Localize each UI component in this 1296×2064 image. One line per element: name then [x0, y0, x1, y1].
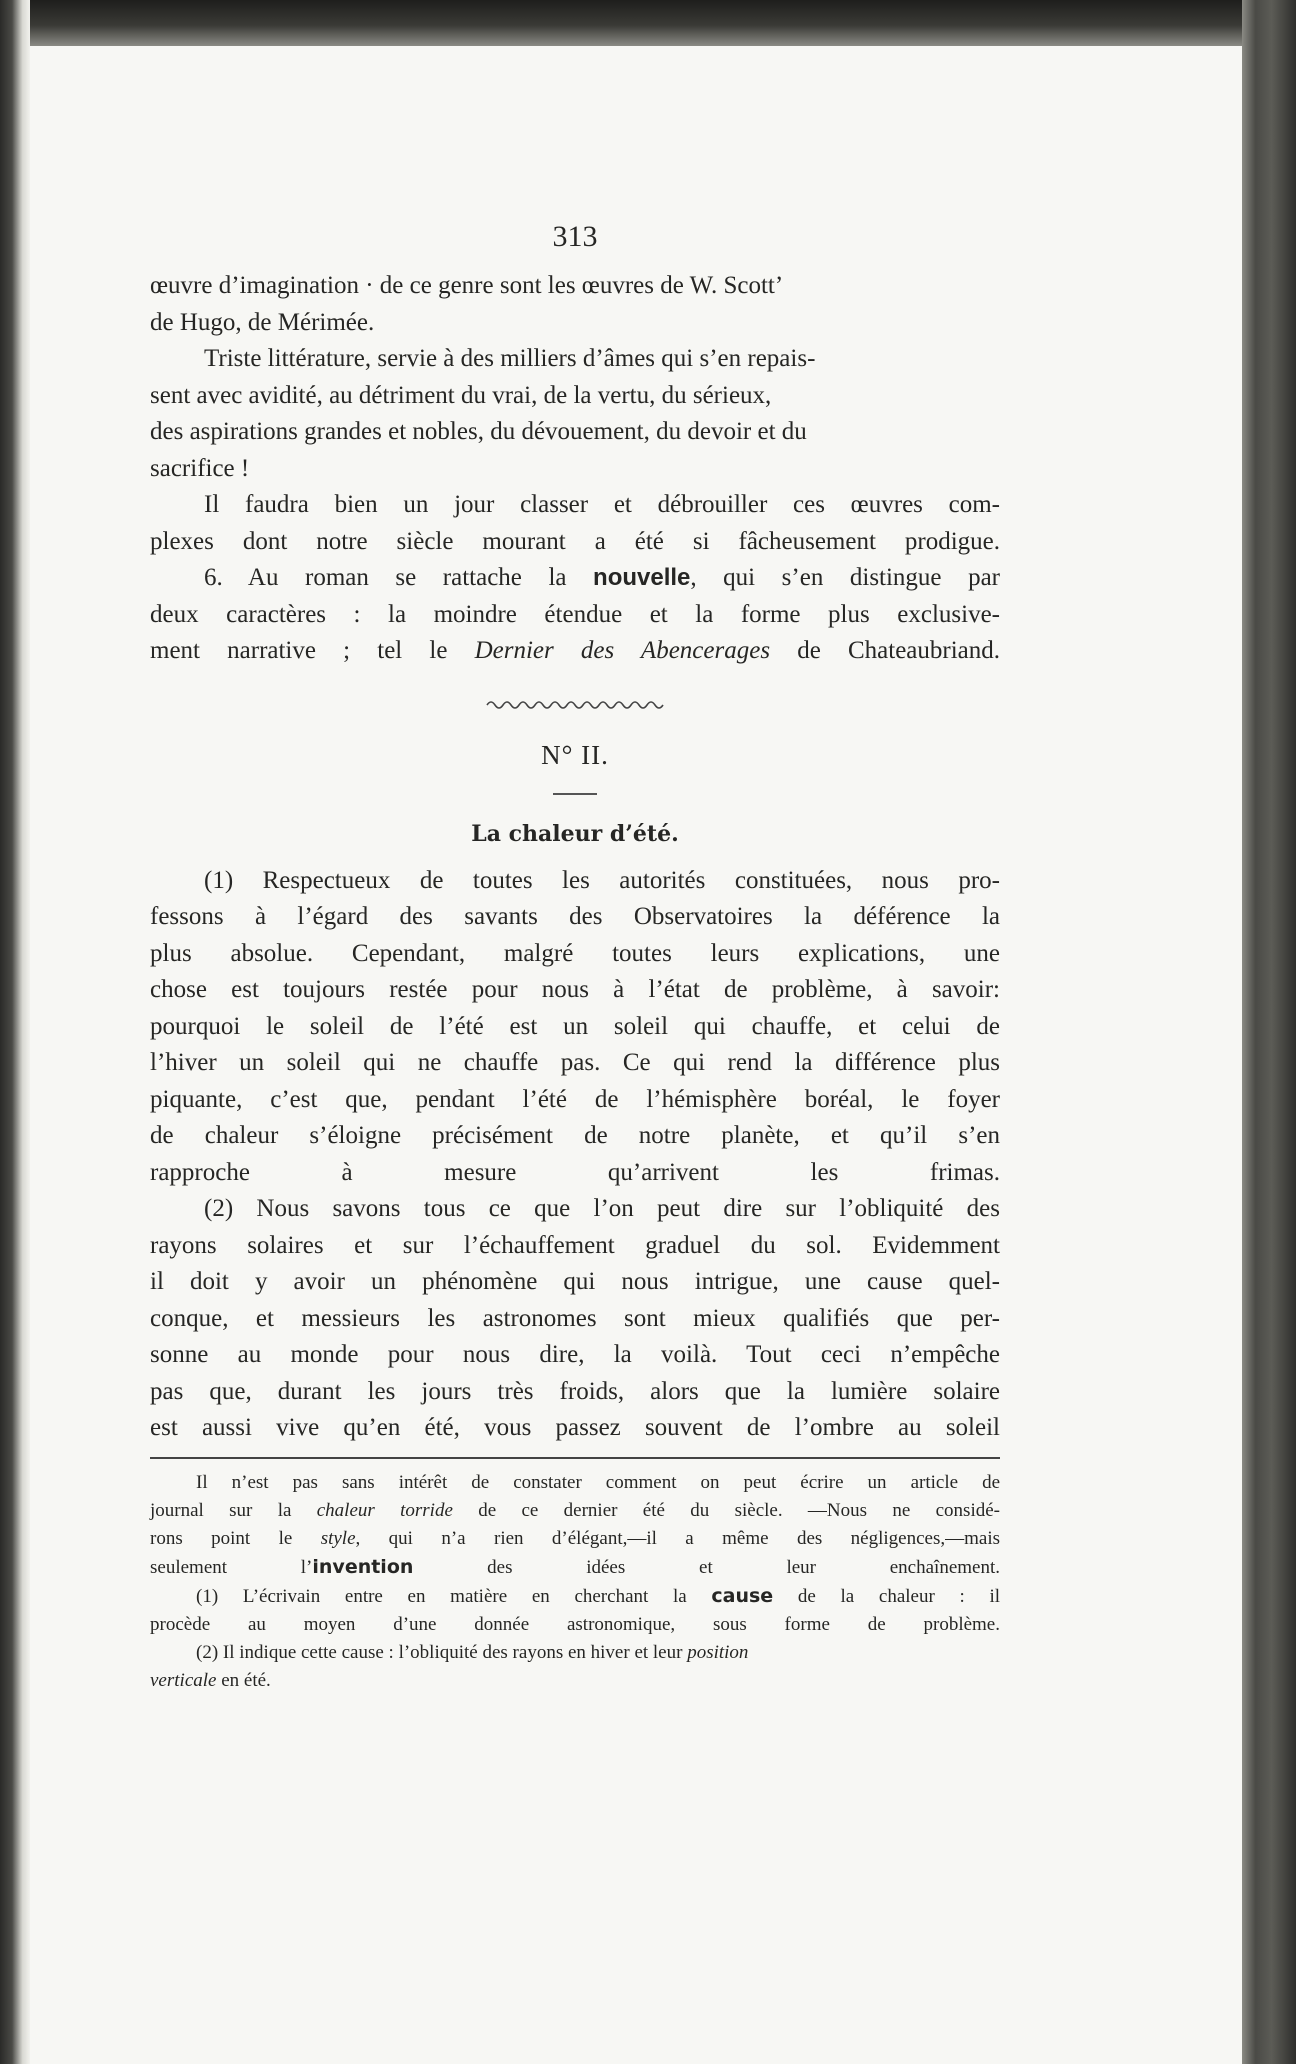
text-line: rapproche à mesure qu’arrivent les frimas. — [150, 1158, 1000, 1186]
text-line: Il n’est pas sans intérêt de constater comment on peut écrire un article de — [196, 1471, 1000, 1493]
italic-word: verticale — [150, 1669, 217, 1691]
bold-term-nouvelle: nouvelle — [593, 564, 691, 591]
text-run: en été. — [216, 1669, 271, 1691]
footnote-2 — [150, 1639, 1000, 1695]
bold-term-invention: invention — [312, 1555, 414, 1578]
italic-word: style — [320, 1527, 356, 1549]
page-text-block — [150, 220, 1000, 1695]
text-line: de chaleur s’éloigne précisément de notre planète, et qu’il s’en — [150, 1122, 1000, 1149]
text-run: ment narrative ; tel le — [150, 637, 475, 664]
text-line: procède au moyen d’une donnée astronomique, sous forme de problème. — [150, 1613, 1000, 1635]
text-line: piquante, c’est que, pendant l’été de l’hémisphère boréal, le foyer — [150, 1085, 1000, 1113]
paragraph-novel-authors — [150, 268, 1000, 341]
text-run: (2) Il indique cette cause : l’obliquité des rayons en hiver et leur — [196, 1641, 688, 1663]
footnote-separator — [150, 1457, 1000, 1459]
italic-title: Dernier des Abencerages — [474, 637, 771, 664]
text-line: sacrifice ! — [150, 454, 250, 482]
text-run: seulement l’ — [150, 1556, 313, 1578]
paragraph-respectueux — [150, 863, 1000, 1192]
text-run: rons point le — [150, 1527, 321, 1549]
text-run: de Chateaubriand. — [770, 637, 1001, 664]
text-run: (1) L’écrivain entre en matière en cherchant la — [196, 1585, 712, 1607]
section-title: La chaleur d’été. — [471, 820, 679, 847]
text-line: l’hiver un soleil qui ne chauffe pas. Ce qui rend la différence plus — [150, 1049, 1000, 1076]
text-line: sent avec avidité, au détriment du vrai, de la vertu, du sérieux, — [150, 381, 772, 409]
text-line: pourquoi le soleil de l’été est un soleil qui chauffe, et celui de — [150, 1012, 1000, 1040]
text-run: de ce dernier été du siècle. —Nous ne considé- — [452, 1499, 1000, 1521]
paragraph-nouvelle — [150, 560, 1000, 670]
text-line: est aussi vive qu’en été, vous passez souvent de l’ombre au soleil — [150, 1414, 1000, 1441]
text-run: journal sur la — [150, 1499, 317, 1521]
footnote-intro — [150, 1469, 1000, 1582]
paragraph-triste-litterature — [150, 341, 1000, 487]
text-run: , qui s’en distingue par — [690, 564, 1000, 591]
text-line: rayons solaires et sur l’échauffement graduel du sol. Evidemment — [150, 1231, 1000, 1259]
text-line: des aspirations grandes et nobles, du dévouement, du devoir et du — [150, 418, 807, 445]
italic-word: position — [687, 1641, 749, 1663]
page-number: 313 — [552, 220, 598, 253]
scan-top-border — [0, 0, 1296, 46]
text-line: œuvre d’imagination · de ce genre sont les œuvres de W. Scott’ — [150, 272, 784, 299]
bold-term-cause: cause — [711, 1584, 774, 1607]
text-line: chose est toujours restée pour nous à l’état de problème, à savoir: — [150, 976, 1000, 1003]
text-line: Triste littérature, servie à des milliers d’âmes qui s’en repais- — [204, 345, 816, 372]
text-line: (1) Respectueux de toutes les autorités constituées, nous pro- — [204, 866, 1000, 894]
scan-left-border — [0, 0, 30, 2064]
text-line: (2) Nous savons tous ce que l’on peut dire sur l’obliquité des — [204, 1195, 1000, 1222]
text-line: pas que, durant les jours très froids, alors que la lumière solaire — [150, 1377, 1000, 1405]
text-line: fessons à l’égard des savants des Observatoires la déférence la — [150, 903, 1000, 930]
wavy-ornament — [485, 696, 665, 710]
text-line: conque, et messieurs les astronomes sont mieux qualifiés que per- — [150, 1304, 1000, 1332]
text-run: 6. Au roman se rattache la — [204, 564, 594, 591]
text-run: de la chaleur : il — [773, 1585, 1000, 1607]
scan-right-border — [1242, 0, 1296, 2064]
paragraph-classer-oeuvres — [150, 487, 1000, 560]
text-line: Il faudra bien un jour classer et débrouiller ces œuvres com- — [204, 491, 1000, 518]
text-line: plexes dont notre siècle mourant a été si fâcheusement prodigue. — [150, 527, 1000, 555]
text-run: , qui n’a rien d’élégant,—il a même des négligences,—mais — [355, 1527, 1000, 1549]
italic-phrase: chaleur torride — [316, 1499, 453, 1521]
section-number: N° II. — [541, 739, 609, 770]
text-line: de Hugo, de Mérimée. — [150, 308, 375, 336]
text-line: deux caractères : la moindre étendue et la forme plus exclusive- — [150, 600, 1000, 628]
footnote-1 — [150, 1582, 1000, 1639]
paragraph-nous-savons — [150, 1191, 1000, 1447]
text-line: il doit y avoir un phénomène qui nous intrigue, une cause quel- — [150, 1268, 1000, 1295]
text-run: des idées et leur enchaînement. — [413, 1556, 1000, 1578]
text-line: sonne au monde pour nous dire, la voilà. Tout ceci n’empêche — [150, 1341, 1000, 1368]
text-line: plus absolue. Cependant, malgré toutes leurs explications, une — [150, 939, 1000, 967]
short-divider — [553, 793, 597, 795]
